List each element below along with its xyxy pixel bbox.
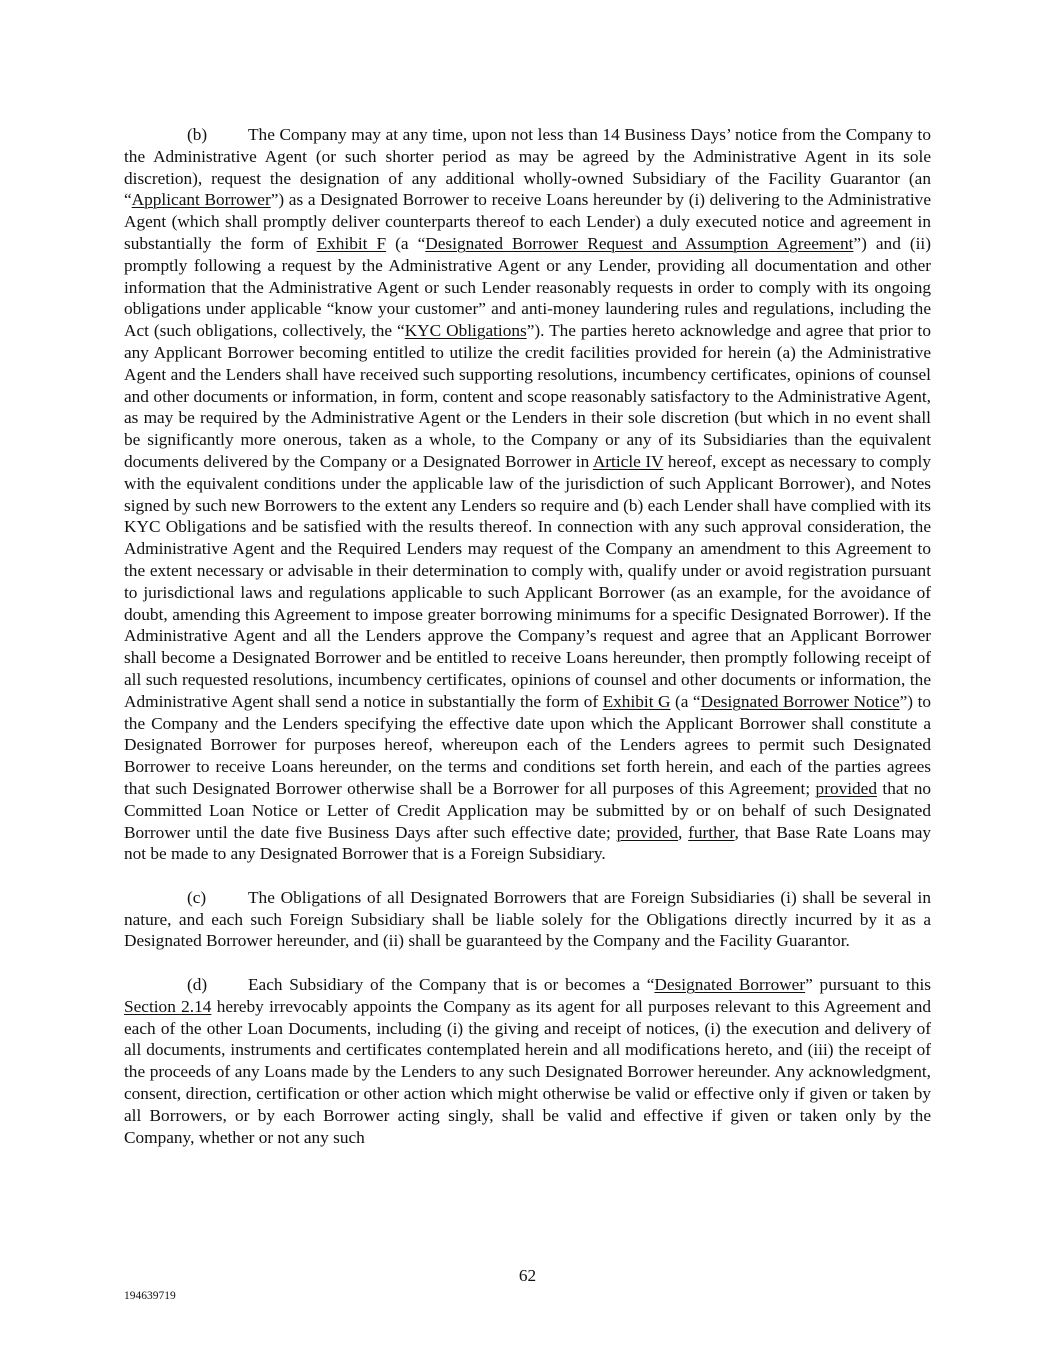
paragraph-marker: (d) — [187, 975, 208, 995]
paragraph-text: The Company may at any time, upon not less than 14 Business Days’ notice from the Company to the Administrative Agent (or such shorter period as may be agreed by the Administrative Agent in its sole discretion), request the designation of any additional wholly-owned Subsidiary of the Facility Guarantor (an “ — [124, 125, 931, 210]
paragraph-b — [124, 124, 931, 865]
defined-term-designated-borrower: Designated Borrower — [654, 975, 806, 995]
paragraph-text: ”) as a Designated Borrower to receive Loans hereunder by (i) delivering to the Administrative Agent (which shall promptly deliver counterparts thereof to each Lender) a duly executed notice and agreement in substantially the form of — [124, 190, 931, 253]
document-body — [124, 124, 931, 1148]
paragraph-d — [124, 974, 931, 1148]
paragraph-text: , that Base Rate Loans may not be made to any Designated Borrower that is a Foreign Subsidiary. — [124, 822, 932, 864]
paragraph-text: (a “ — [670, 691, 701, 711]
paragraph-text: (a “ — [386, 233, 426, 253]
paragraph-text: hereof, except as necessary to comply with the equivalent conditions under the applicable law of the jurisdiction of such Applicant Borrower), and Notes signed by such new Borrowers to the extent any Lenders so require and (b) each Lender shall have complied with its KYC Obligations and be satisfied with the results thereof. In connection with any such approval consideration, the Administrative Agent and the Required Lenders may request of the Company an amendment to this Agreement to the extent necessary or advisable in their determination to comply with, qualify under or avoid registration pursuant to jurisdictional laws and regulations applicable to such Applicant Borrower (as an example, for the avoidance of doubt, amending this Agreement to impose greater borrowing minimums for a specific Designated Borrower). If the Administrative Agent and all the Lenders approve the Company’s request and agree that an Applicant Borrower shall become a Designated Borrower and be entitled to receive Loans hereunder, then promptly following receipt of all such requested resolutions, incumbency certificates, opinions of counsel and other documents or information, the Administrative Agent shall send a notice in substantially the form of — [124, 451, 931, 711]
paragraph-text: , — [678, 822, 689, 842]
defined-term-kyc-obligations: KYC Obligations — [404, 321, 527, 341]
proviso-provided: provided — [616, 822, 679, 842]
paragraph-text: Each Subsidiary of the Company that is or becomes a “ — [248, 975, 655, 995]
paragraph-text: ”). The parties hereto acknowledge and agree that prior to any Applicant Borrower becoming entitled to utilize the credit facilities provided for herein (a) the Administrative Agent and the Lenders shall have received such supporting resolutions, incumbency certificates, opinions of counsel and other documents or information, in form, content and scope reasonably satisfactory to the Administrative Agent, as may be required by the Administrative Agent or the Lenders in their sole discretion (but which in no event shall be significantly more onerous, taken as a whole, to the Company or any of its Subsidiaries than the equivalent documents delivered by the Company or a Designated Borrower in — [124, 321, 931, 471]
paragraph-text: The Obligations of all Designated Borrowers that are Foreign Subsidiaries (i) shall be several in nature, and each such Foreign Subsidiary shall be liable solely for the Obligations directly incurred by it as a Designated Borrower hereunder, and (ii) shall be guaranteed by the Company and the Facility Guarantor. — [124, 887, 931, 951]
reference-article-iv: Article IV — [592, 451, 664, 471]
defined-term-designated-borrower-notice: Designated Borrower Notice — [700, 691, 900, 711]
paragraph-text: ”) and (ii) promptly following a request by the Administrative Agent or any Lender, providing all documentation and other information that the Administrative Agent or such Lender reasonably requests in order to comply with its ongoing obligations under applicable “know your customer” and anti-money laundering rules and regulations, including the Act (such obligations, collectively, the “ — [124, 233, 931, 341]
document-id: 194639719 — [124, 1290, 176, 1302]
proviso-further: further — [688, 822, 735, 842]
paragraph-c — [124, 887, 931, 952]
reference-exhibit-f: Exhibit F — [316, 233, 387, 253]
defined-term-request-agreement: Designated Borrower Request and Assumption Agreement — [425, 233, 854, 253]
reference-section-2-14: Section 2.14 — [124, 996, 212, 1016]
reference-exhibit-g: Exhibit G — [602, 691, 671, 711]
paragraph-text: ”) to the Company and the Lenders specifying the effective date upon which the Applicant Borrower shall constitute a Designated Borrower for purposes hereof, whereupon each of the Lenders agrees to permit such Designated Borrower to receive Loans hereunder, on the terms and conditions set forth herein, and each of the parties agrees that such Designated Borrower otherwise shall be a Borrower for all purposes of this Agreement; — [124, 691, 932, 798]
paragraph-text: hereby irrevocably appoints the Company as its agent for all purposes relevant to this Agreement and each of the other Loan Documents, including (i) the giving and receipt of notices, (i) the execution and delivery of all documents, instruments and certificates contemplated herein and all modifications hereto, and (iii) the receipt of the proceeds of any Loans made by the Lenders to any such Designated Borrower hereunder. Any acknowledgment, consent, direction, certification or other action which might otherwise be valid or effective only if given or taken by all Borrowers, or by each Borrower acting singly, shall be valid and effective if given or taken only by the Company, whether or not any such — [124, 996, 931, 1147]
paragraph-marker: (c) — [187, 887, 207, 907]
proviso-provided: provided — [815, 778, 877, 798]
page-number: 62 — [518, 1266, 537, 1285]
paragraph-text: ” pursuant to this — [805, 975, 931, 995]
paragraph-text: that no Committed Loan Notice or Letter of Credit Application may be submitted by or on behalf of such Designated Borrower until the date five Business Days after such effective date; — [124, 778, 931, 842]
paragraph-marker: (b) — [187, 125, 208, 144]
defined-term-applicant-borrower: Applicant Borrower — [131, 190, 271, 210]
